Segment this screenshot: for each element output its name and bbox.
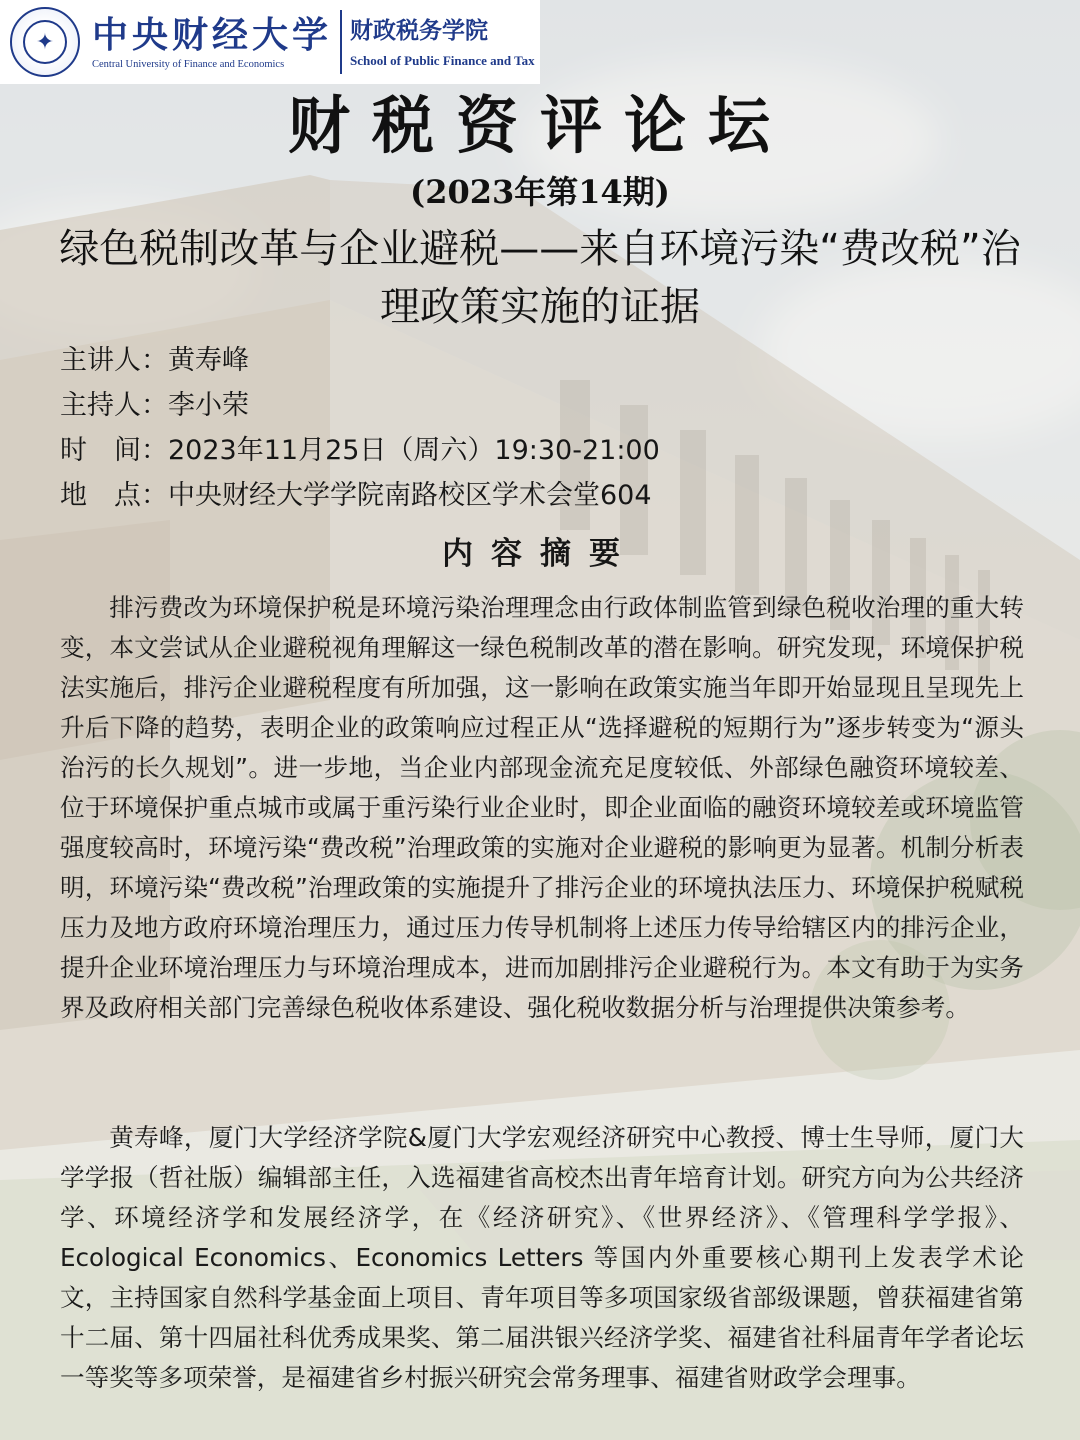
speaker-value: 黄寿峰 — [168, 345, 249, 376]
school-name-en: School of Public Finance and Tax — [350, 53, 535, 68]
logo-divider — [340, 10, 342, 74]
lecture-topic: 绿色税制改革与企业避税——来自环境污染“费改税”治理政策实施的证据 — [59, 226, 1021, 330]
time-label: 时 间： — [60, 435, 168, 466]
speaker-row — [60, 338, 1020, 383]
speaker-bio-paragraph: 黄寿峰，厦门大学经济学院&厦门大学宏观经济研究中心教授、博士生导师，厦门大学学报（哲社版）编辑部主任，入选福建省高校杰出青年培育计划。研究方向为公共经济学、环境经济学和发展经济学，在《经济研究》、《世界经济》、《管理科学学报》、Ecological Economics、Economics Letters 等国内外重要核心期刊上发表学术论文，主持国家自然科学基金面上项目、青年项目等多项国家级省部级课题，曾获福建省第十二届、第十四届社科优秀成果奖、第二届洪银兴经济学奖、福建省社科届青年学者论坛一等奖等多项荣誉，是福建省乡村振兴研究会常务理事、福建省财政学会理事。 — [60, 1123, 1024, 1392]
abstract-paragraph: 排污费改为环境保护税是环境污染治理理念由行政体制监管到绿色税收治理的重大转变，本文尝试从企业避税视角理解这一绿色税制改革的潜在影响。研究发现，环境保护税法实施后，排污企业避税程度有所加强，这一影响在政策实施当年即开始显现且呈现先上升后下降的趋势，表明企业的政策响应过程正从“选择避税的短期行为”逐步转变为“源头治污的长久规划”。进一步地，当企业内部现金流充足度较低、外部绿色融资环境较差、位于环境保护重点城市或属于重污染行业企业时，即企业面临的融资环境较差或环境监管强度较高时，环境污染“费改税”治理政策的实施对企业避税的影响更为显著。机制分析表明，环境污染“费改税”治理政策的实施提升了排污企业的环境执法压力、环境保护税赋税压力及地方政府环境治理压力，通过压力传导机制将上述压力传导给辖区内的排污企业，提升企业环境治理压力与环境治理成本，进而加剧排污企业避税行为。本文有助于为实务界及政府相关部门完善绿色税收体系建设、强化税收数据分析与治理提供决策参考。 — [60, 593, 1024, 1022]
speaker-label: 主讲人： — [60, 345, 168, 376]
event-info — [60, 338, 1020, 518]
university-emblem-icon: ✦ — [10, 7, 80, 77]
university-name-en: Central University of Finance and Economics — [92, 58, 285, 70]
issue-number: (2023年第14期) — [410, 173, 670, 211]
time-value: 2023年11月25日（周六）19:30-21:00 — [168, 435, 660, 466]
host-value: 李小荣 — [168, 390, 249, 421]
school-name-cn: 财政税务学院 — [350, 18, 489, 44]
host-label: 主持人： — [60, 390, 168, 421]
host-row — [60, 383, 1020, 428]
location-row — [60, 473, 1020, 518]
location-label: 地 点： — [60, 480, 168, 511]
header-logo — [0, 0, 540, 84]
time-row — [60, 428, 1020, 473]
forum-title: 财税资评论坛 — [287, 89, 792, 162]
university-name-cn: 中央财经大学 — [92, 13, 333, 56]
location-value: 中央财经大学学院南路校区学术会堂604 — [168, 480, 652, 511]
abstract-heading: 内容摘要 — [442, 536, 638, 572]
